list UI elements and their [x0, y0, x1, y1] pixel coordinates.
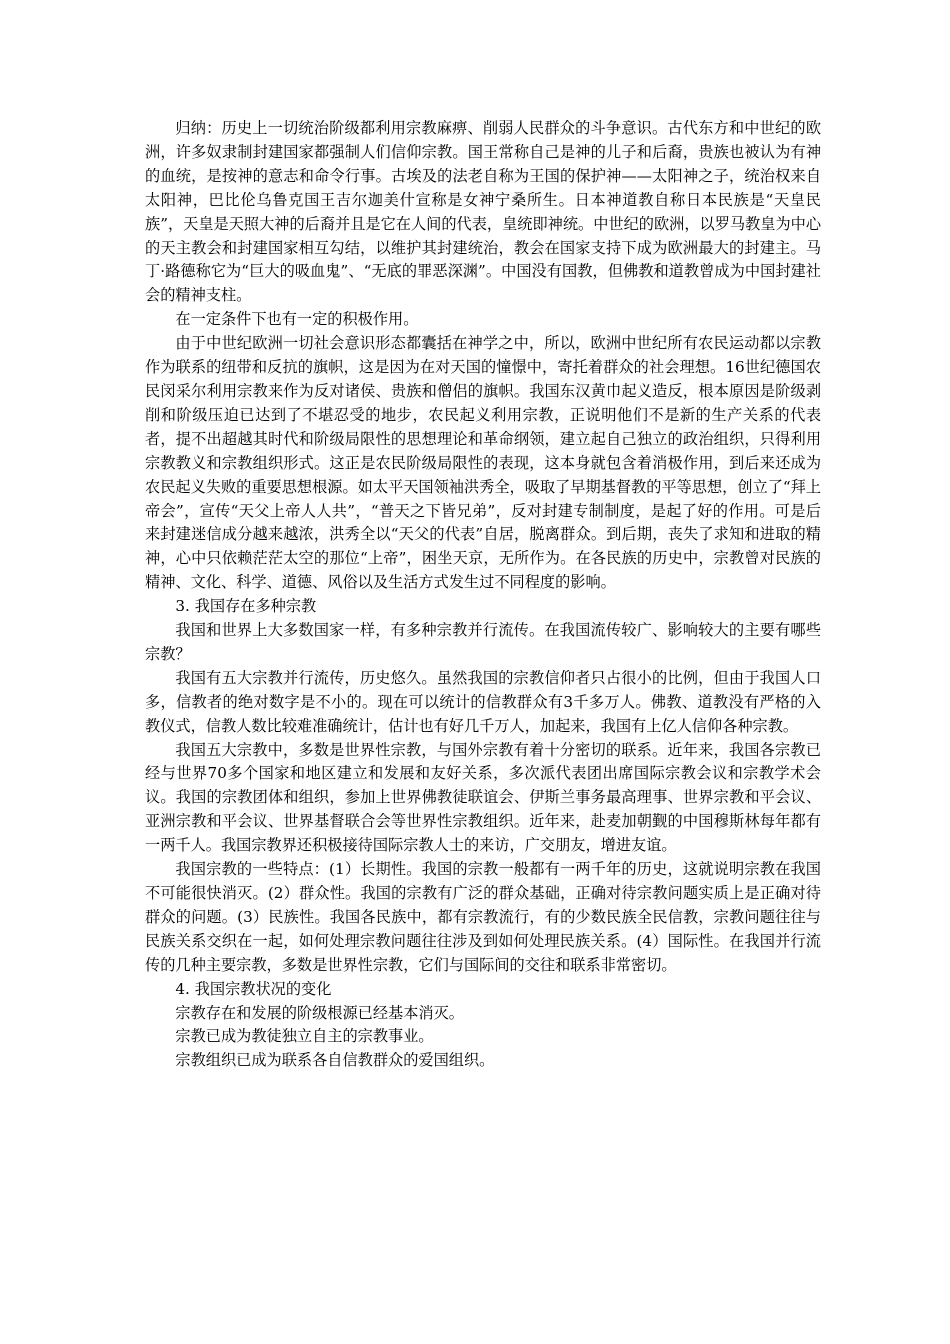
paragraph-change-1: 宗教存在和发展的阶级根源已经基本消灭。 — [175, 1003, 464, 1022]
paragraph-characteristics: 我国宗教的一些特点：(1）长期性。我国的宗教一般都有一两千年的历史，这就说明宗教在我国不可能很快消灭。(2）群众性。我国的宗教有广泛的群众基础，正确对待宗教问题实质上是正确对待群众的问题。(3）民族性。我国各民族中，都有宗教流行，有的少数民族全民信教，宗教问题往往与民族关系交织在一起，如何处理宗教问题往往涉及到如何处理民族关系。(4）国际性。在我国并行流传的几种主要宗教，多数是世界性宗教，它们与国际间的交往和联系非常密切。 — [145, 860, 821, 974]
paragraph-peasant-movements: 由于中世纪欧洲一切社会意识形态都囊括在神学之中，所以，欧洲中世纪所有农民运动都以宗教作为联系的纽带和反抗的旗帜，这是因为在对天国的憧憬中，寄托着群众的社会理想。16世纪德国农民闵采尔利用宗教来作为反对诸侯、贵族和僧侣的旗帜。我国东汉黄巾起义造反，根本原因是阶级剥削和阶级压迫已达到了不堪忍受的地步，农民起义利用宗教，正说明他们不是新的生产关系的代表者，提不出超越其时代和阶级局限性的思想理论和革命纲领，建立起自己独立的政治组织，只得利用宗教教义和宗教组织形式。这正是农民阶级局限性的表现，这本身就包含着消极作用，到后来还成为农民起义失败的重要思想根源。如太平天国领袖洪秀全，吸取了早期基督教的平等思想，创立了“拜上帝会”，宣传“天父上帝人人共”，“普天之下皆兄弟”，反对封建专制制度，是起了好的作用。可是后来封建迷信成分越来越浓，洪秀全以“天父的代表”自居，脱离群众。到后期，丧失了求知和进取的精神，心中只依赖茫茫太空的那位“上帝”，困坐天京，无所作为。在各民族的历史中，宗教曾对民族的精神、文化、科学、道德、风俗以及生活方式发生过不同程度的影响。 — [145, 334, 822, 592]
paragraph-change-2: 宗教已成为教徒独立自主的宗教事业。 — [175, 1027, 434, 1046]
paragraph-positive-role: 在一定条件下也有一定的积极作用。 — [175, 310, 419, 329]
paragraph-five-religions: 我国有五大宗教并行流传，历史悠久。虽然我国的宗教信仰者只占很小的比例，但由于我国人口多，信教者的绝对数字是不小的。现在可以统计的信教群众有3千多万人。佛教、道教没有严格的入教仪式，信教人数比较难准确统计，估计也有好几千万人，加起来，我国有上亿人信仰各种宗教。 — [145, 668, 821, 735]
section-heading-4: 4. 我国宗教状况的变化 — [175, 979, 332, 998]
document-page — [145, 117, 821, 1073]
section-heading-3: 3. 我国存在多种宗教 — [175, 597, 317, 616]
paragraph-summary: 归纳：历史上一切统治阶级都利用宗教麻痹、削弱人民群众的斗争意识。古代东方和中世纪的欧洲，许多奴隶制封建国家都强制人们信仰宗教。国王常称自己是神的儿子和后裔，贵族也被认为有神的血统，是按神的意志和命令行事。古埃及的法老自称为王国的保护神——太阳神之子，统治权来自太阳神，巴比伦乌鲁克国王吉尔迦美什宣称是女神宁桑所生。日本神道教自称日本民族是“天皇民族”，天皇是天照大神的后裔并且是它在人间的代表，皇统即神统。中世纪的欧洲，以罗马教皇为中心的天主教会和封建国家相互勾结，以维护其封建统治，教会在国家支持下成为欧洲最大的封建主。马丁·路德称它为“巨大的吸血鬼”、“无底的罪恶深渊”。中国没有国教，但佛教和道教曾成为中国封建社会的精神支柱。 — [145, 119, 822, 305]
paragraph-international-links: 我国五大宗教中，多数是世界性宗教，与国外宗教有着十分密切的联系。近年来，我国各宗教已经与世界70多个国家和地区建立和发展和友好关系，多次派代表团出席国际宗教会议和宗教学术会议。我国的宗教团体和组织，参加上世界佛教徒联谊会、伊斯兰事务最高理事、世界宗教和平会议、亚洲宗教和平会议、世界基督联合会等世界性宗教组织。近年来，赴麦加朝觐的中国穆斯林每年都有一两千人。我国宗教界还积极接待国际宗教人士的来访，广交朋友，增进友谊。 — [145, 740, 821, 855]
paragraph-question: 我国和世界上大多数国家一样，有多种宗教并行流传。在我国流传较广、影响较大的主要有哪些宗教？ — [145, 621, 821, 663]
paragraph-change-3: 宗教组织已成为联系各自信教群众的爱国组织。 — [175, 1051, 495, 1070]
